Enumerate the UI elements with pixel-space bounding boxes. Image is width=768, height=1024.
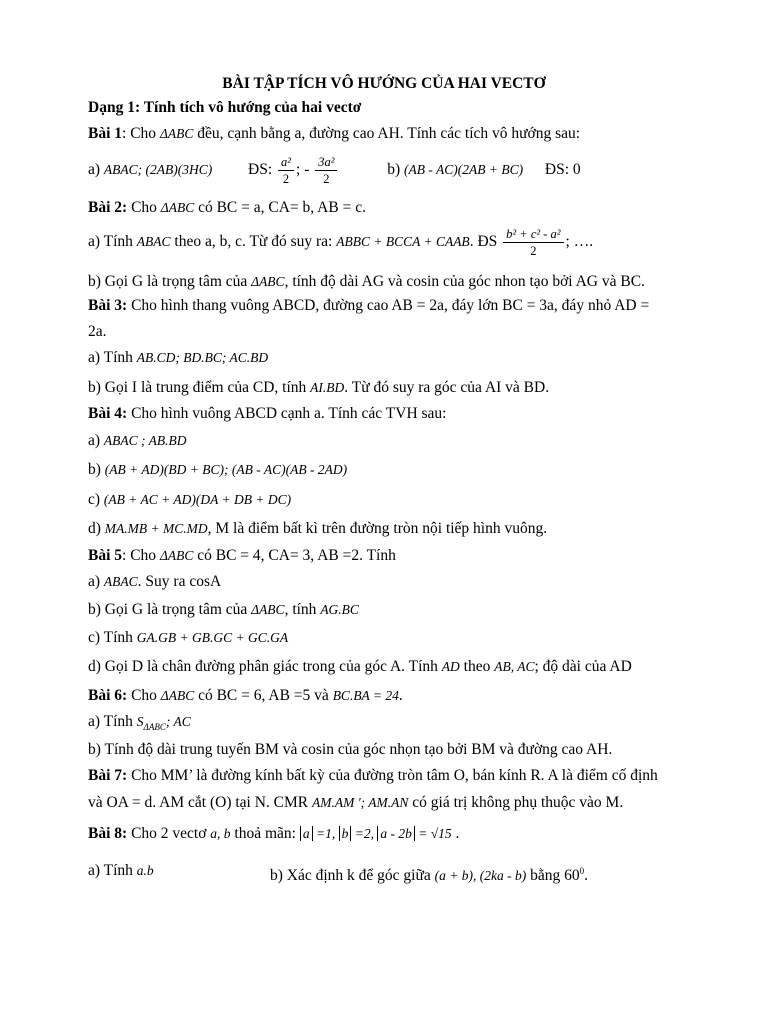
exercise-7: Bài 7: Cho MM’ là đường kính bất kỳ của đường tròn tâm O, bán kính R. A là điểm cố định (88, 767, 658, 784)
exercise-7-cont: và OA = d. AM cắt (O) tại N. CMR AM.AM '; AM.AN có giá trị không phụ thuộc vào M. (88, 794, 624, 811)
exercise-5-d: d) Gọi D là chân đường phân giác trong của góc A. Tính AD theo AB, AC; độ dài của AD (88, 658, 632, 675)
exercise-8: Bài 8: Cho 2 vectơ a, b thoả mãn: a =1, b =2, a - 2b = √15 . (88, 825, 460, 842)
math-expression: ΔABC (160, 688, 195, 703)
page-title: BÀI TẬP TÍCH VÔ HƯỚNG CỦA HAI VECTƠ (222, 75, 546, 92)
math-expression: AM.AM '; AM.AN (312, 795, 409, 810)
exercise-6-a: a) Tính $S_{\Delta ABC}$; AC (88, 713, 191, 733)
math-expression: AG.BC (320, 602, 359, 617)
math-expression: AI.BD (310, 380, 345, 395)
math-expression: AD (441, 659, 460, 674)
exercise-6: Bài 6: Cho ΔABC có BC = 6, AB =5 và BC.BA = 24. (88, 687, 403, 704)
math-expression: (AB - AC)(2AB + BC) (404, 162, 524, 177)
exercise-3: Bài 3: Cho hình thang vuông ABCD, đường cao AB = 2a, đáy lớn BC = 3a, đáy nhỏ AD = (88, 297, 650, 314)
exercise-6-b: b) Tính độ dài trung tuyến BM và cosin của góc nhọn tạo bởi BM và đường cao AH. (88, 741, 613, 758)
exercise-5-c: c) Tính GA.GB + GB.GC + GC.GA (88, 629, 289, 646)
exercise-4-c: c) (AB + AC + AD)(DA + DB + DC) (88, 491, 292, 508)
math-expression: (AB + AC + AD)(DA + DB + DC) (103, 492, 292, 507)
exercise-3-b: b) Gọi I là trung điểm của CD, tính AI.BD. Từ đó suy ra góc của AI và BD. (88, 379, 550, 396)
math-expression: S (136, 714, 144, 729)
exercise-3-a: a) Tính AB.CD; BD.BC; AC.BD (88, 349, 269, 366)
exercise-8-b: b) Xác định k để góc giữa (a + b), (2ka - b) bằng $60^0$. (270, 866, 589, 885)
exercise-4-a: a) ABAC ; AB.BD (88, 432, 187, 449)
math-expression: ΔABC (251, 274, 285, 289)
exercise-5: Bài 5: Cho ΔABC có BC = 4, CA= 3, AB =2. Tính (88, 547, 396, 564)
exercise-label: Bài 2: (88, 199, 128, 216)
exercise-5-b: b) Gọi G là trọng tâm của ΔABC, tính AG.BC (88, 601, 359, 618)
math-expression: AB.CD; BD.BC; AC.BD (136, 350, 269, 365)
math-expression: AB, AC (494, 659, 535, 674)
section-heading: Dạng 1: Tính tích vô hướng của hai vectơ (88, 99, 362, 116)
math-expression: ; AC (165, 714, 191, 729)
exercise-4-b: b) (AB + AD)(BD + BC); (AB - AC)(AB - 2AD) (88, 461, 348, 478)
math-expression: ABBC + BCCA + CAAB (336, 234, 470, 249)
exercise-label: Bài 7: (88, 767, 128, 784)
exercise-label: Bài 3: (88, 297, 128, 314)
math-expression: MA.MB + MC.MD (104, 521, 208, 536)
exercise-3-cont: 2a. (88, 323, 107, 340)
exercise-2: Bài 2: Cho ΔABC có BC = a, CA= b, AB = c. (88, 199, 366, 216)
exercise-4: Bài 4: Cho hình vuông ABCD cạnh a. Tính các TVH sau: (88, 405, 447, 422)
exercise-label: Bài 4: (88, 405, 128, 422)
math-expression: GA.GB + GB.GC + GC.GA (136, 630, 289, 645)
exercise-label: Bài 1 (88, 125, 123, 142)
math-expression: ABAC; (2AB)(3HC) (103, 162, 213, 177)
exercise-label: Bài 8: (88, 825, 128, 842)
vector-norm: a (300, 826, 313, 841)
math-expression: a.b (136, 863, 154, 878)
exercise-2-b: b) Gọi G là trọng tâm của ΔABC, tính độ dài AG và cosin của góc nhon tạo bởi AG và BC. (88, 273, 645, 290)
math-expression: ABAC (136, 234, 171, 249)
math-expression: ABAC ; AB.BD (103, 433, 187, 448)
math-expression: ΔABC (159, 126, 194, 141)
math-expression: (AB + AD)(BD + BC); (AB - AC)(AB - 2AD) (104, 462, 348, 477)
exercise-8-a: a) Tính a.b (88, 862, 154, 879)
math-expression: BC.BA = 24 (332, 688, 399, 703)
math-expression: ΔABC (251, 602, 285, 617)
exercise-1: Bài 1: Cho ΔABC đều, cạnh bằng a, đường cao AH. Tính các tích vô hướng sau: (88, 125, 581, 142)
exercise-1-parts: a) ABAC; (2AB)(3HC) ĐS: $\frac{\text{a²}}{2}$ ; - $\frac{\text{3a²}}{2}$ b) (AB - AC)(2AB + BC) ĐS: 0 (88, 154, 581, 186)
exercise-2-a: a) Tính ABAC theo a, b, c. Từ đó suy ra: ABBC + BCCA + CAAB. ĐS $\frac{\text{b² + c² - a²}}{2}$ ; …. (88, 226, 594, 258)
fraction: $\frac{\text{3a²}}{2}$ (315, 154, 337, 187)
vector-norm: a - 2b (377, 826, 415, 841)
exercise-4-d: d) MA.MB + MC.MD, M là điểm bất kì trên đường tròn nội tiếp hình vuông. (88, 520, 548, 537)
fraction: $\frac{\text{a²}}{2}$ (278, 154, 294, 187)
exercise-label: Bài 6: (88, 687, 128, 704)
exercise-label: Bài 5 (88, 547, 123, 564)
math-expression: ΔABC (160, 200, 195, 215)
exercise-5-a: a) ABAC. Suy ra cosA (88, 573, 222, 590)
math-expression: (a + b), (2ka - b) (434, 868, 527, 884)
vector-norm: b (339, 826, 352, 841)
fraction: $\frac{\text{b² + c² - a²}}{2}$ (503, 226, 563, 259)
math-expression: ΔABC (159, 548, 194, 563)
math-expression: a, b (210, 826, 231, 841)
math-expression: ABAC (103, 574, 138, 589)
